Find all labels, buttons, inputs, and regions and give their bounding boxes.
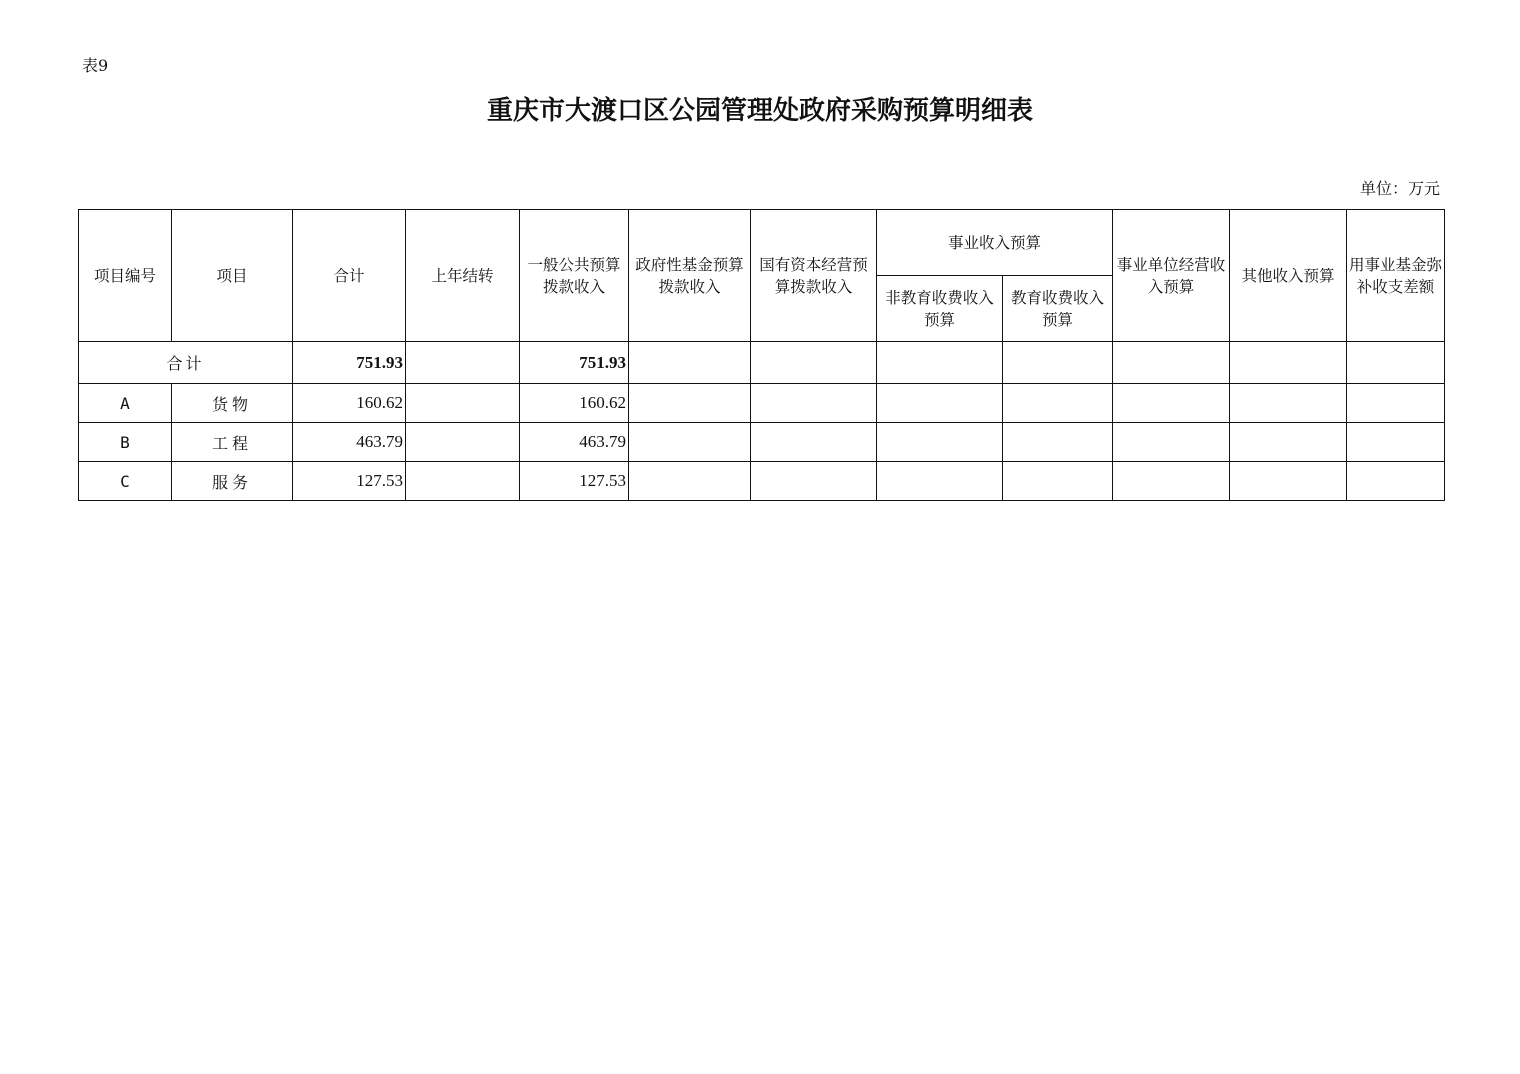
row-general-public: 127.53 [520, 462, 629, 501]
header-row-top [79, 210, 1445, 276]
row-fund-offset [1347, 384, 1445, 423]
row-unit-operation [1113, 462, 1230, 501]
row-edu-fee [1003, 423, 1113, 462]
row-unit-operation [1113, 384, 1230, 423]
total-fund-offset [1347, 342, 1445, 384]
row-total: 127.53 [293, 462, 406, 501]
row-item: 服务 [172, 462, 293, 501]
row-non-edu-fee [877, 384, 1003, 423]
row-unit-operation [1113, 423, 1230, 462]
table-row [79, 384, 1445, 423]
header-general-public: 一般公共预算拨款收入 [520, 210, 629, 342]
row-fund-offset [1347, 462, 1445, 501]
row-other-income [1230, 384, 1347, 423]
total-unit-operation [1113, 342, 1230, 384]
header-business-income: 事业收入预算 [877, 210, 1113, 276]
row-carryover [406, 384, 520, 423]
procurement-budget-table [78, 209, 1445, 501]
total-amount: 751.93 [293, 342, 406, 384]
header-fund-offset: 用事业基金弥补收支差额 [1347, 210, 1445, 342]
header-gov-fund: 政府性基金预算拨款收入 [629, 210, 751, 342]
row-item: 货物 [172, 384, 293, 423]
page-title: 重庆市大渡口区公园管理处政府采购预算明细表 [486, 96, 1033, 126]
unit-label: 单位：万元 [1359, 179, 1440, 198]
table-number: 表9 [82, 56, 109, 75]
row-state-capital [751, 423, 877, 462]
row-code: B [79, 423, 172, 462]
total-other-income [1230, 342, 1347, 384]
total-general-public: 751.93 [520, 342, 629, 384]
total-non-edu-fee [877, 342, 1003, 384]
row-gov-fund [629, 384, 751, 423]
row-other-income [1230, 462, 1347, 501]
row-code: A [79, 384, 172, 423]
header-other-income: 其他收入预算 [1230, 210, 1347, 342]
total-label: 合计 [79, 342, 293, 384]
row-state-capital [751, 384, 877, 423]
header-state-capital: 国有资本经营预算拨款收入 [751, 210, 877, 342]
header-code: 项目编号 [79, 210, 172, 342]
row-general-public: 160.62 [520, 384, 629, 423]
row-other-income [1230, 423, 1347, 462]
header-non-edu-fee: 非教育收费收入预算 [877, 276, 1003, 342]
row-code: C [79, 462, 172, 501]
row-general-public: 463.79 [520, 423, 629, 462]
header-edu-fee: 教育收费收入预算 [1003, 276, 1113, 342]
row-edu-fee [1003, 384, 1113, 423]
row-total: 463.79 [293, 423, 406, 462]
header-total: 合计 [293, 210, 406, 342]
row-carryover [406, 462, 520, 501]
row-non-edu-fee [877, 462, 1003, 501]
total-state-capital [751, 342, 877, 384]
total-edu-fee [1003, 342, 1113, 384]
row-carryover [406, 423, 520, 462]
row-gov-fund [629, 423, 751, 462]
header-item: 项目 [172, 210, 293, 342]
total-gov-fund [629, 342, 751, 384]
row-gov-fund [629, 462, 751, 501]
total-row [79, 342, 1445, 384]
row-non-edu-fee [877, 423, 1003, 462]
table-row [79, 462, 1445, 501]
total-carryover [406, 342, 520, 384]
header-carryover: 上年结转 [406, 210, 520, 342]
table-row [79, 423, 1445, 462]
row-item: 工程 [172, 423, 293, 462]
header-unit-operation: 事业单位经营收入预算 [1113, 210, 1230, 342]
row-total: 160.62 [293, 384, 406, 423]
row-fund-offset [1347, 423, 1445, 462]
row-state-capital [751, 462, 877, 501]
row-edu-fee [1003, 462, 1113, 501]
